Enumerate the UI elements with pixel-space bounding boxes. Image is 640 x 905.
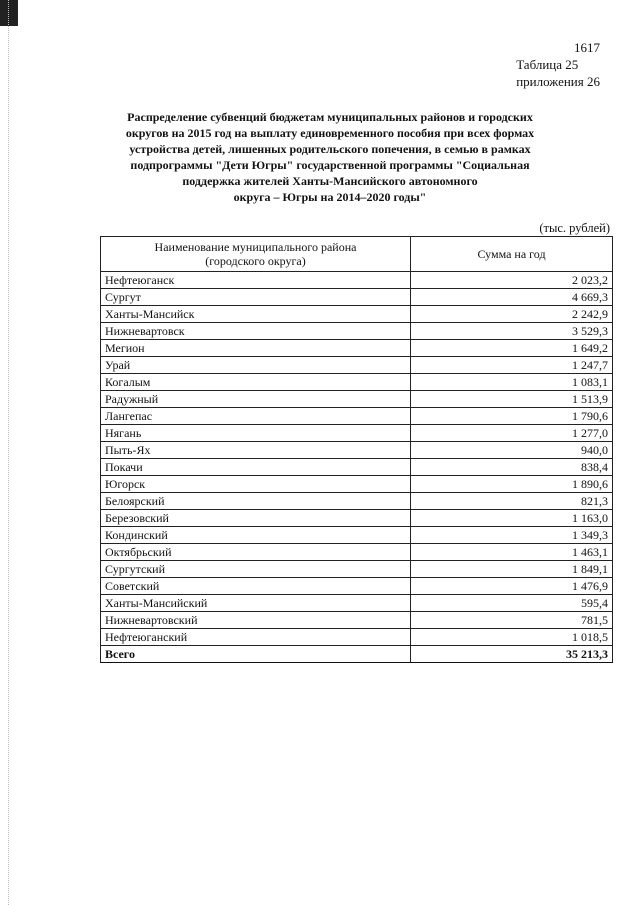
table-row [101, 357, 613, 374]
annual-sum-cell: 1 463,1 [411, 544, 613, 561]
municipality-name-cell: Ханты-Мансийский [101, 595, 411, 612]
municipality-name-cell: Нягань [101, 425, 411, 442]
table-row [101, 629, 613, 646]
title-line: подпрограммы "Дети Югры" государственной программы "Социальная [130, 158, 530, 172]
municipality-name-cell: Радужный [101, 391, 411, 408]
municipality-name-cell: Советский [101, 578, 411, 595]
municipality-name-cell: Урай [101, 357, 411, 374]
table-row [101, 306, 613, 323]
table-row [101, 289, 613, 306]
municipality-name-cell: Нижневартовский [101, 612, 411, 629]
allocation-table [100, 236, 613, 663]
municipality-name-cell: Сургут [101, 289, 411, 306]
page-number: 1617 [574, 40, 600, 55]
title-line: округов на 2015 год на выплату единовременного пособия при всех формах [125, 126, 535, 140]
municipality-name-cell: Кондинский [101, 527, 411, 544]
table-row [101, 476, 613, 493]
annual-sum-cell: 1 790,6 [411, 408, 613, 425]
title-line: устройства детей, лишенных родительского попечения, в семью в рамках [129, 142, 531, 156]
table-reference [516, 56, 600, 90]
table-row [101, 391, 613, 408]
table-row [101, 527, 613, 544]
annual-sum-cell: 3 529,3 [411, 323, 613, 340]
annual-sum-cell: 1 277,0 [411, 425, 613, 442]
municipality-name-cell: Югорск [101, 476, 411, 493]
municipality-name-cell: Нефтеюганский [101, 629, 411, 646]
table-body [101, 272, 613, 663]
annual-sum-cell: 1 890,6 [411, 476, 613, 493]
table-row [101, 510, 613, 527]
table-total-row [101, 646, 613, 663]
annual-sum-cell: 940,0 [411, 442, 613, 459]
scan-edge-dots [8, 0, 10, 905]
title-line: Распределение субвенций бюджетам муниципальных районов и городских [127, 110, 533, 124]
annual-sum-cell: 1 513,9 [411, 391, 613, 408]
table-row [101, 493, 613, 510]
table-row [101, 595, 613, 612]
table-row [101, 544, 613, 561]
annual-sum-cell: 2 023,2 [411, 272, 613, 289]
annual-sum-cell: 821,3 [411, 493, 613, 510]
annual-sum-cell: 1 083,1 [411, 374, 613, 391]
title-line: округа – Югры на 2014–2020 годы" [233, 190, 427, 204]
municipality-name-cell: Березовский [101, 510, 411, 527]
municipality-name-cell: Мегион [101, 340, 411, 357]
municipality-name-cell: Ханты-Мансийск [101, 306, 411, 323]
annual-sum-cell: 1 247,7 [411, 357, 613, 374]
table-row [101, 323, 613, 340]
annual-sum-cell: 1 476,9 [411, 578, 613, 595]
table-row [101, 442, 613, 459]
annual-sum-cell: 781,5 [411, 612, 613, 629]
table-reference-line1: Таблица 25 [516, 57, 579, 72]
table-row [101, 408, 613, 425]
table-row [101, 612, 613, 629]
annual-sum-cell: 1 649,2 [411, 340, 613, 357]
annual-sum-cell: 1 018,5 [411, 629, 613, 646]
header-name-column [101, 237, 411, 272]
annual-sum-cell: 838,4 [411, 459, 613, 476]
municipality-name-cell: Пыть-Ях [101, 442, 411, 459]
table-row [101, 340, 613, 357]
table-row [101, 272, 613, 289]
header-name-line1: Наименование муниципального района [154, 240, 357, 254]
header-name-line2: (городского округа) [205, 254, 306, 268]
annual-sum-cell: 595,4 [411, 595, 613, 612]
total-sum-cell: 35 213,3 [411, 646, 613, 663]
table-row [101, 578, 613, 595]
municipality-name-cell: Белоярский [101, 493, 411, 510]
annual-sum-cell: 1 163,0 [411, 510, 613, 527]
annual-sum-cell: 4 669,3 [411, 289, 613, 306]
annual-sum-cell: 2 242,9 [411, 306, 613, 323]
table-header-row [101, 237, 613, 272]
municipality-name-cell: Нижневартовск [101, 323, 411, 340]
table-row [101, 561, 613, 578]
table-row [101, 459, 613, 476]
municipality-name-cell: Лангепас [101, 408, 411, 425]
units-note: (тыс. рублей) [539, 221, 610, 235]
municipality-name-cell: Сургутский [101, 561, 411, 578]
table-row [101, 374, 613, 391]
title-line: поддержка жителей Ханты-Мансийского автономного [182, 174, 478, 188]
annual-sum-cell: 1 849,1 [411, 561, 613, 578]
total-label-cell: Всего [101, 646, 411, 663]
municipality-name-cell: Нефтеюганск [101, 272, 411, 289]
header-sum-column: Сумма на год [411, 237, 613, 272]
municipality-name-cell: Когалым [101, 374, 411, 391]
annual-sum-cell: 1 349,3 [411, 527, 613, 544]
table-row [101, 425, 613, 442]
document-title [95, 109, 565, 205]
municipality-name-cell: Октябрьский [101, 544, 411, 561]
table-reference-line2: приложения 26 [516, 74, 600, 89]
municipality-name-cell: Покачи [101, 459, 411, 476]
